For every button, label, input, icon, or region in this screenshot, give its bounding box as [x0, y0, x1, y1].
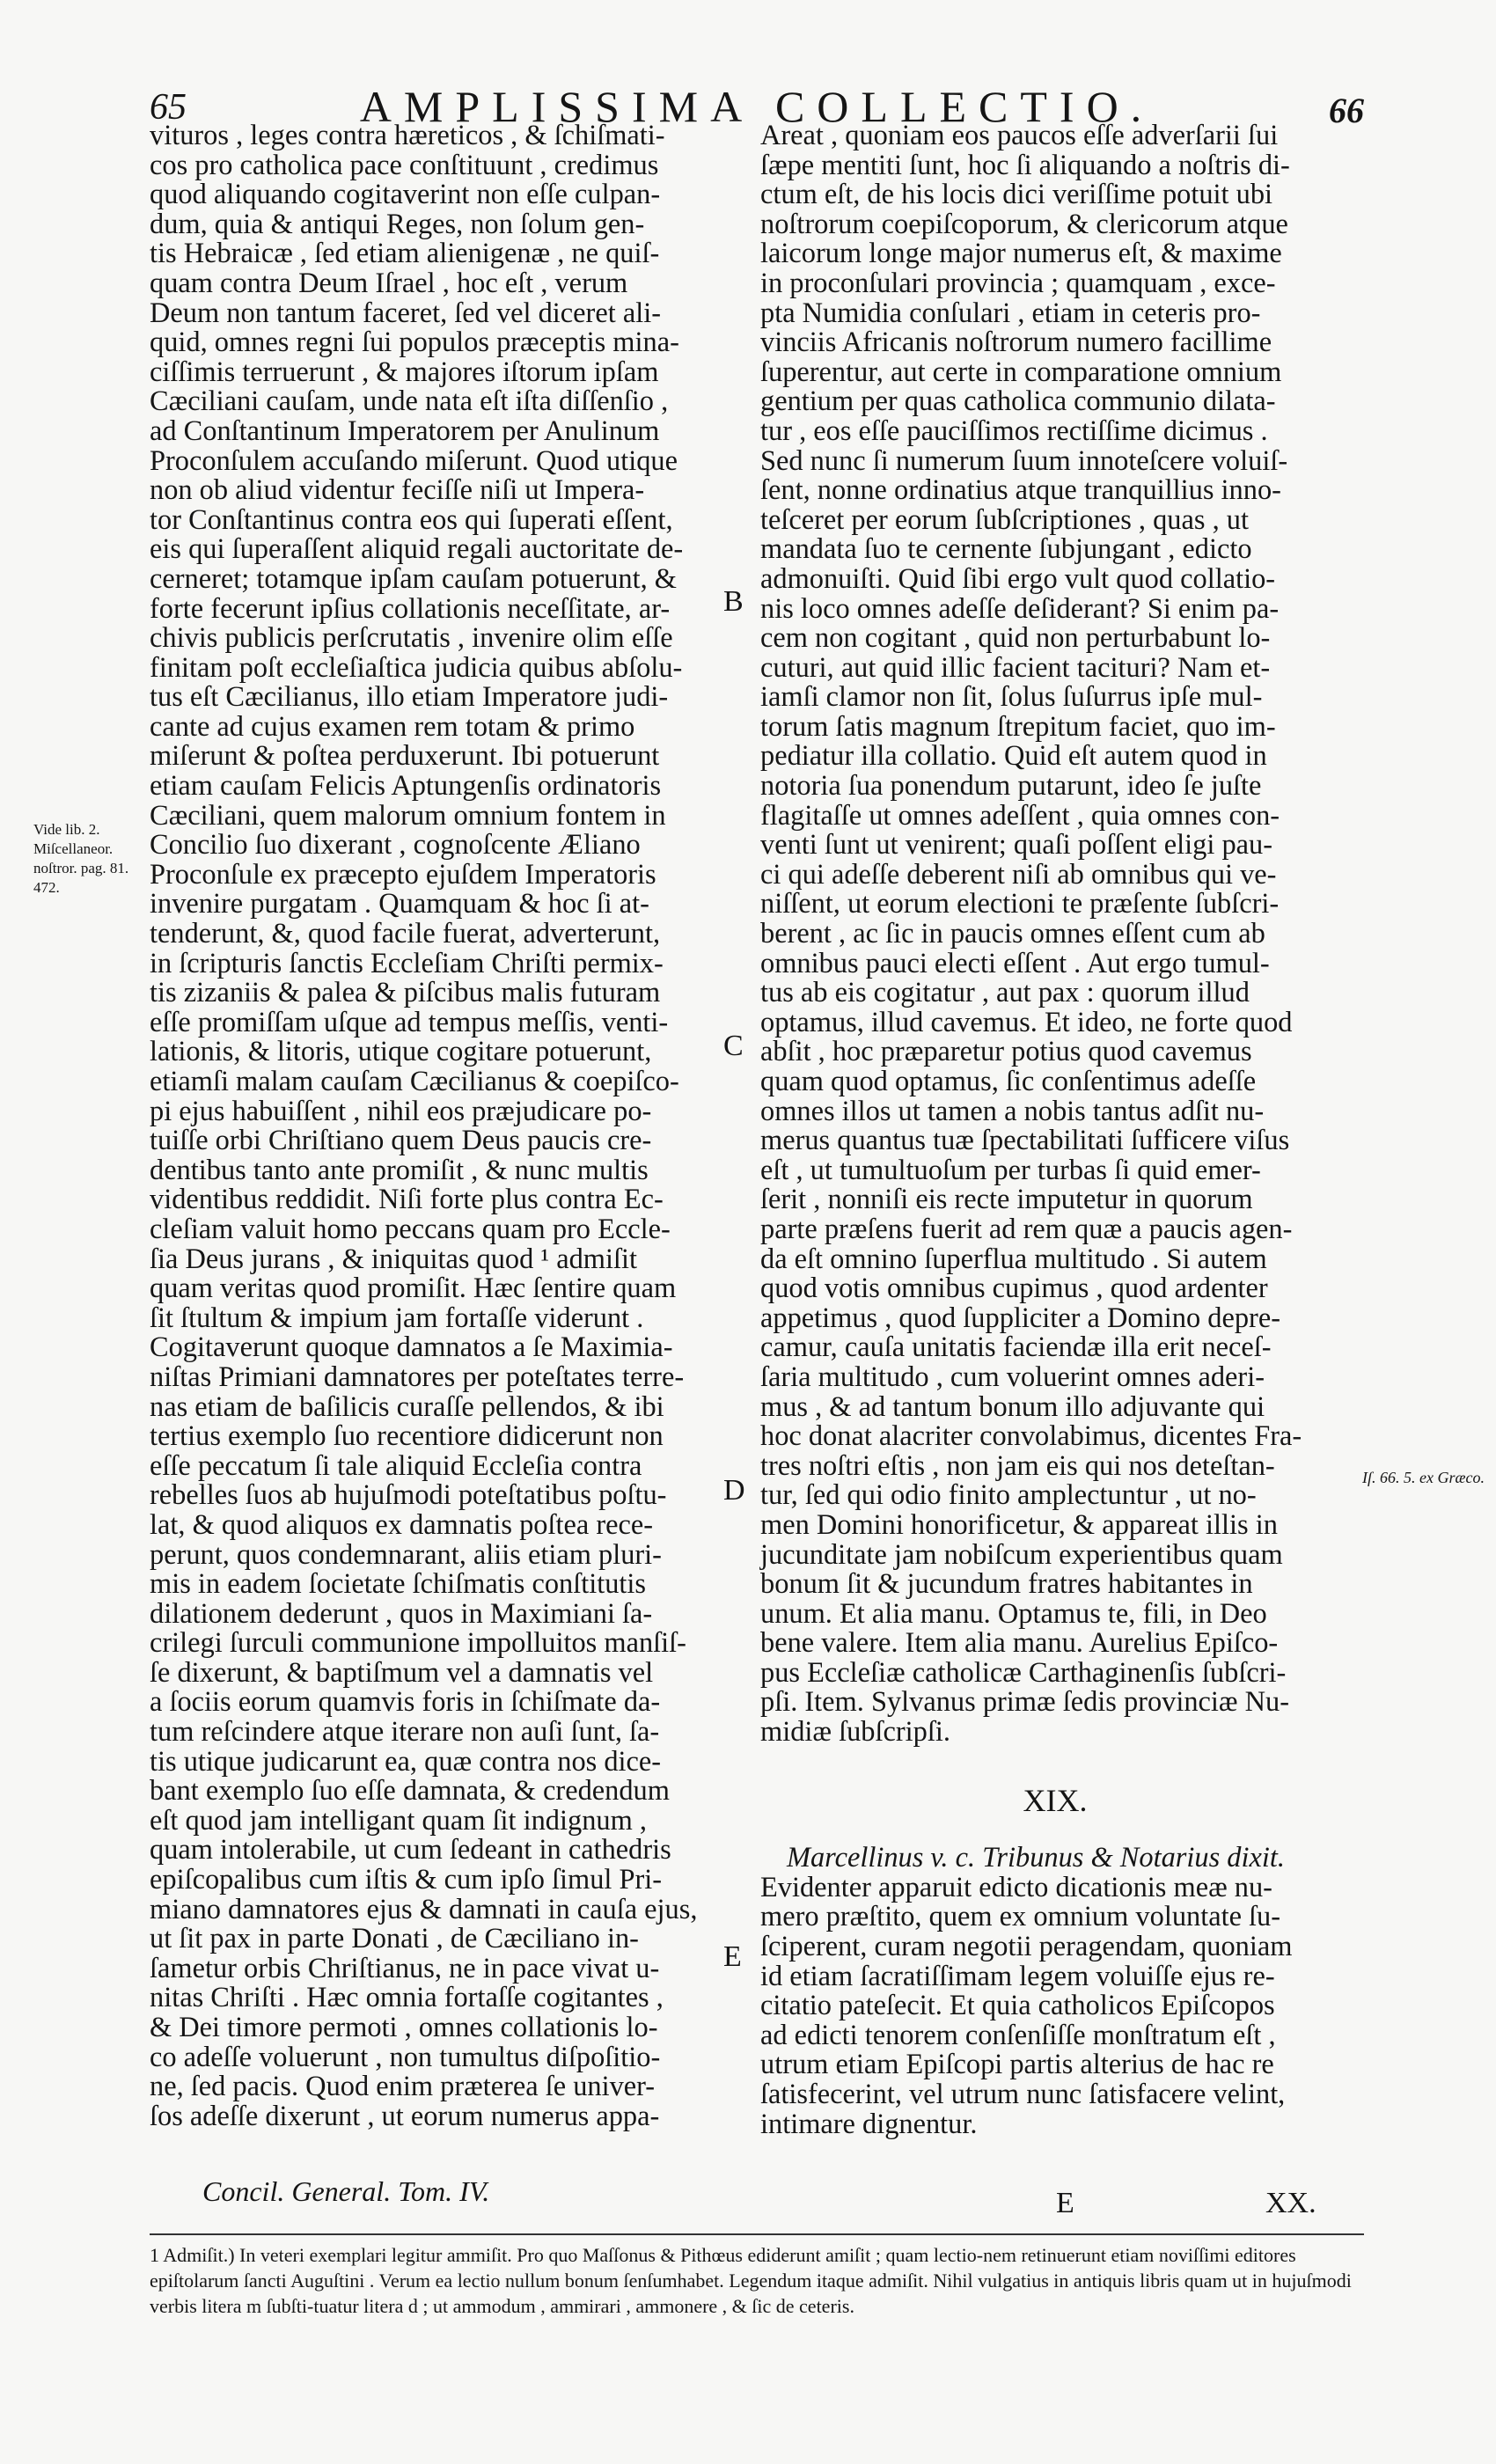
text-line: bene valere. Item alia manu. Aurelius Epiſco-: [760, 1627, 1279, 1660]
text-line: eſt , ut tumultuoſum per turbas ſi quid emer-: [760, 1154, 1261, 1186]
footnote-line: 1 Admiſit.) In veteri exemplari legitur ammiſit. Pro quo Maſſonus & Pithœus ediderunt amiſit ; quam lectio-: [150, 2244, 984, 2266]
text-line: miſerunt & poſtea perduxerunt. Ibi potuerunt: [150, 740, 660, 773]
text-line: ci qui adeſſe deberent niſi ab omnibus qui ve-: [760, 858, 1277, 891]
text-line: tis utique judicarunt ea, quæ contra nos dice-: [150, 1745, 662, 1778]
text-line: tuiſſe orbi Chriſtiano quem Deus paucis cre-: [150, 1125, 652, 1157]
right-column-text-continued: [760, 1871, 1350, 2140]
left-column: [150, 121, 720, 2131]
text-line: Sed nunc ſi numerum ſuum innoteſcere voluiſ-: [760, 444, 1288, 477]
text-line: pus Eccleſiæ catholicæ Carthaginenſis ſubſcri-: [760, 1656, 1287, 1689]
text-line: cem non cogitant , quid non perturbabunt lo-: [760, 622, 1271, 655]
speaker-line: Marcellinus v. c. Tribunus & Notarius dixit.: [787, 1842, 1285, 1874]
text-line: quam contra Deum Iſrael , hoc eſt , verum: [150, 267, 628, 299]
right-column-text: [760, 121, 1350, 1748]
text-line: perunt, quos condemnarant, aliis etiam pluri-: [150, 1538, 662, 1571]
text-line: ſerit , nonniſi eis recte imputetur in quorum: [760, 1184, 1253, 1216]
text-line: vinciis Africanis noſtrorum numero facillime: [760, 326, 1272, 359]
text-line: Areat , quoniam eos paucos eſſe adverſarii ſui: [760, 120, 1279, 151]
text-line: a ſociis eorum quamvis foris in ſchiſmate da-: [150, 1686, 661, 1719]
text-line: teſceret per eorum ſubſcriptiones , quas , ut: [760, 503, 1249, 536]
text-line: ſciperent, curam negotii peragendam, quoniam: [760, 1931, 1293, 1963]
text-line: lat, & quod aliquos ex damnatis poſtea rece-: [150, 1508, 654, 1541]
text-line: notoria ſua ponendum putarunt, ideo ſe juſte: [760, 770, 1262, 803]
text-line: tertius exemplo ſuo recentiore didicerunt non: [150, 1420, 664, 1453]
text-line: Proconſulem accuſando miſerunt. Quod utique: [150, 444, 678, 477]
text-line: finitam poſt eccleſiaſtica judicia quibus abſolu-: [150, 651, 683, 684]
text-line: jucunditate jam nobiſcum experientibus quam: [760, 1538, 1283, 1571]
text-line: optamus, illud cavemus. Et ideo, ne forte quod: [760, 1006, 1293, 1038]
text-line: pta Numidia conſulari , etiam in ceteris pro-: [760, 297, 1261, 329]
text-line: in proconſulari provincia ; quamquam , exce-: [760, 267, 1276, 299]
text-line: ſæpe mentiti ſunt, hoc ſi aliquando a noſtris di-: [760, 149, 1290, 181]
text-line: hoc donat alacriter convolabimus, dicentes Fra-: [760, 1420, 1302, 1453]
text-line: cante ad cujus examen rem totam & primo: [150, 710, 635, 743]
text-line: dum, quia & antiqui Reges, non ſolum gen-: [150, 208, 645, 240]
text-line: cos pro catholica pace conſtituunt , credimus: [150, 149, 659, 181]
signature-mark: E: [1056, 2187, 1074, 2219]
text-line: Cogitaverunt quoque damnatos a ſe Maximia-: [150, 1331, 673, 1364]
text-line: ut ſit pax in parte Donati , de Cæciliano in-: [150, 1923, 639, 1955]
text-line: tur , eos eſſe pauciſſimos rectiſſime dicimus .: [760, 414, 1268, 447]
text-line: quid, omnes regni ſui populos præceptis mina-: [150, 326, 679, 359]
text-line: mis in eadem ſocietate ſchiſmatis conſtitutis: [150, 1568, 647, 1601]
text-line: Deum non tantum faceret, ſed vel diceret ali-: [150, 297, 661, 329]
margin-letter-d: D: [723, 1474, 745, 1507]
text-line: Proconſule ex præcepto ejuſdem Imperatoris: [150, 858, 656, 891]
text-line: & Dei timore permoti , omnes collationis lo-: [150, 2012, 658, 2043]
text-line: mandata ſuo te cernente ſubjungant , edicto: [760, 533, 1252, 566]
text-line: quam veritas quod promiſit. Hæc ſentire quam: [150, 1272, 677, 1305]
text-line: ſent, nonne ordinatius atque tranquillius inno-: [760, 474, 1281, 507]
text-line: non ob aliud videntur feciſſe niſi ut Impera-: [150, 474, 645, 507]
text-line: mus , & ad tantum bonum illo adjuvante qui: [760, 1390, 1265, 1423]
text-line: vituros , leges contra hæreticos , & ſchiſmati-: [150, 120, 665, 151]
text-line: in ſcripturis ſanctis Eccleſiam Chriſti permix-: [150, 947, 664, 979]
text-line: tur, ſed qui odio finito amplectuntur , ut no-: [760, 1479, 1257, 1512]
text-line: cuturi, aut quid illic facient tacituri? Nam et-: [760, 651, 1271, 684]
text-line: camur, cauſa unitatis faciendæ illa erit neceſ-: [760, 1331, 1272, 1364]
volume-line: Concil. General. Tom. IV.: [202, 2175, 490, 2207]
text-line: quod votis omnibus cupimus , quod ardenter: [760, 1272, 1268, 1305]
margin-letter-e: E: [723, 1940, 742, 1973]
section-heading: XIX.: [1023, 1782, 1088, 1818]
text-line: tus ab eis cogitatur , aut pax : quorum illud: [760, 977, 1250, 1009]
text-line: etiam cauſam Felicis Aptungenſis ordinatoris: [150, 770, 662, 803]
footnote: [150, 2242, 1364, 2319]
text-line: Cæciliani cauſam, unde nata eſt iſta diſſenſio ,: [150, 385, 669, 418]
text-line: citatio pateſecit. Et quia catholicos Epiſcopos: [760, 1990, 1275, 2022]
text-line: cleſiam valuit homo peccans quam pro Eccle-: [150, 1213, 671, 1245]
text-line: appetimus , quod ſuppliciter a Domino depre-: [760, 1302, 1280, 1334]
text-line: tus eſt Cæcilianus, illo etiam Imperatore judi-: [150, 681, 669, 714]
text-line: forte fecerunt ipſius collationis neceſſitate, ar-: [150, 592, 671, 625]
page-number-left: 65: [150, 87, 187, 128]
text-line: ad edicti tenorem conſenſiſſe monſtratum eſt ,: [760, 2019, 1276, 2051]
text-line: utrum etiam Epiſcopi partis alterius de hac re: [760, 2049, 1274, 2081]
text-line: niſtas Primiani damnatores per poteſtates terre-: [150, 1360, 685, 1393]
text-line: eis qui ſuperaſſent aliquid regali auctoritate de-: [150, 533, 684, 566]
footnote-line: tuatur litera d ; ut ammodum , ammirari , ammonere , & ſic de ceteris.: [313, 2295, 854, 2317]
text-line: berent , ac ſic in paucis omnes eſſent cum ab: [760, 918, 1265, 950]
text-line: bonum ſit & jucundum fratres habitantes in: [760, 1568, 1253, 1601]
text-line: lationis, & litoris, utique cogitare potuerunt,: [150, 1036, 652, 1068]
text-line: pſi. Item. Sylvanus primæ ſedis provinciæ Nu-: [760, 1686, 1289, 1719]
text-line: ad Conſtantinum Imperatorem per Anulinum: [150, 414, 660, 447]
text-line: da eſt omnino ſuperflua multitudo . Si autem: [760, 1243, 1267, 1275]
text-line: torum ſatis magnum ſtrepitum faciet, quo im-: [760, 710, 1276, 743]
text-line: eſt quod jam intelligant quam ſit indignum ,: [150, 1804, 647, 1837]
catchword: XX.: [1265, 2187, 1316, 2219]
text-line: eſſe peccatum ſi tale aliquid Eccleſia contra: [150, 1449, 642, 1482]
text-line: men Domini honorificetur, & appareat illis in: [760, 1508, 1278, 1541]
text-line: Cæciliani, quem malorum omnium fontem in: [150, 799, 666, 832]
footnote-line: habet. Legendum itaque admiſit. Nihil vulgatius in antiquis libris quam ut in hujuſmodi verbis litera m ſubſti-: [150, 2270, 1352, 2317]
text-line: ſia Deus jurans , & iniquitas quod ¹ admiſit: [150, 1243, 637, 1275]
margin-note-right: Iſ. 66. 5. ex Græco.: [1362, 1469, 1485, 1486]
text-line: videntibus reddidit. Niſi forte plus contra Ec-: [150, 1184, 664, 1216]
text-line: unum. Et alia manu. Optamus te, fili, in Deo: [760, 1597, 1267, 1630]
text-line: venti ſunt ut venirent; quaſi poſſent eligi pau-: [760, 829, 1273, 862]
text-line: ſos adeſſe dixerunt , ut eorum numerus appa-: [150, 2100, 660, 2132]
text-line: niſſent, ut eorum electioni te præſente ſubſcri-: [760, 888, 1280, 920]
page-number-right: 66: [1329, 91, 1364, 130]
text-line: noſtrorum coepiſcoporum, & clericorum atque: [760, 208, 1288, 240]
text-line: quam quod optamus, ſic conſentimus adeſſe: [760, 1066, 1257, 1097]
text-line: tis zizaniis & palea & piſcibus malis futuram: [150, 977, 661, 1009]
margin-letter-b: B: [723, 585, 744, 618]
text-line: tor Conſtantinus contra eos qui ſuperati eſſent,: [150, 503, 673, 536]
text-line: iamſi clamor non ſit, ſolus ſuſurrus ipſe mul-: [760, 681, 1263, 714]
text-line: id etiam ſacratiſſimam legem voluiſſe ejus re-: [760, 1960, 1275, 1992]
margin-letter-c: C: [723, 1030, 744, 1062]
text-line: tum reſcindere atque iterare non auſi ſunt, ſa-: [150, 1716, 660, 1749]
text-line: quam intolerabile, ut cum ſedeant in cathedris: [150, 1834, 671, 1866]
text-line: flagitaſſe ut omnes adeſſent , quia omnes con-: [760, 799, 1280, 832]
text-line: quod aliquando cogitaverint non eſſe culpan-: [150, 179, 661, 211]
text-line: pediatur illa collatio. Quid eſt autem quod in: [760, 740, 1267, 773]
text-line: chivis publicis perſcrutatis , invenire olim eſſe: [150, 622, 673, 655]
text-line: pi ejus habuiſſent , nihil eos præjudicare po-: [150, 1095, 652, 1127]
right-column: [760, 121, 1350, 2139]
text-line: cerneret; totamque ipſam cauſam potuerunt, &: [150, 562, 678, 595]
text-line: tis Hebraicæ , ſed etiam alienigenæ , ne quiſ-: [150, 238, 660, 270]
margin-note-left: Vide lib. 2. Miſcellaneor. noſtror. pag. 81. 472.: [33, 821, 129, 896]
text-line: dentibus tanto ante promiſit , & nunc multis: [150, 1154, 649, 1186]
text-line: mero præſtito, quem ex omnium voluntate ſu-: [760, 1901, 1281, 1933]
text-line: ctum eſt, de his locis dici veriſſime potuit ubi: [760, 179, 1273, 211]
text-line: etiamſi malam cauſam Cæcilianus & coepiſco-: [150, 1066, 679, 1097]
text-line: ſatisfecerint, vel utrum nunc ſatisfacere velint,: [760, 2079, 1286, 2110]
text-line: ſit ſtultum & impium jam fortaſſe viderunt .: [150, 1302, 644, 1334]
text-line: ſe dixerunt, & baptiſmum vel a damnatis vel: [150, 1656, 654, 1689]
text-line: merus quantus tuæ ſpectabilitati ſufficere viſus: [760, 1125, 1290, 1157]
footnote-rule: [150, 2233, 1364, 2235]
text-line: laicorum longe major numerus eſt, & maxime: [760, 238, 1282, 270]
text-line: eſſe promiſſam uſque ad tempus meſſis, venti-: [150, 1006, 669, 1038]
text-line: nitas Chriſti . Hæc omnia fortaſſe cogitantes ,: [150, 1982, 664, 2014]
text-line: ſametur orbis Chriſtianus, ne in pace vivat u-: [150, 1952, 660, 1984]
text-line: rebelles ſuos ab hujuſmodi poteſtatibus poſtu-: [150, 1479, 667, 1512]
text-line: admonuiſti. Quid ſibi ergo vult quod collatio-: [760, 562, 1276, 595]
text-line: tenderunt, &, quod facile fuerat, adverterunt,: [150, 918, 661, 950]
text-line: co adeſſe voluerunt , non tumultus diſpoſitio-: [150, 2041, 661, 2073]
running-title: AMPLISSIMA COLLECTIO.: [359, 82, 1155, 131]
text-line: intimare dignentur.: [760, 2108, 978, 2140]
text-line: dilationem dederunt , quos in Maximiani ſa-: [150, 1597, 653, 1630]
footnote-line: nem retinuerunt etiam noviſſimi editores epiſtolarum ſancti Auguſtini . Verum ea lectio nullum bonum ſenſum: [150, 2244, 1296, 2292]
text-line: ne, ſed pacis. Quod enim præterea ſe univer-: [150, 2071, 656, 2103]
text-line: omnes illos ut tamen a nobis tantus adſit nu-: [760, 1095, 1265, 1127]
text-line: bant exemplo ſuo eſſe damnata, & credendum: [150, 1775, 670, 1808]
text-line: tres noſtri eſtis , non jam eis qui nos deteſtan-: [760, 1449, 1275, 1482]
text-line: ſuperentur, aut certe in comparatione omnium: [760, 356, 1282, 388]
text-line: parte præſens fuerit ad rem quæ a paucis agen-: [760, 1213, 1293, 1245]
text-line: crilegi ſurculi communione impolluitos manſiſ-: [150, 1627, 686, 1660]
text-line: omnibus pauci electi eſſent . Aut ergo tumul-: [760, 947, 1270, 979]
text-line: nis loco omnes adeſſe deſiderant? Si enim pa-: [760, 592, 1280, 625]
text-line: epiſcopalibus cum iſtis & cum ipſo ſimul Pri-: [150, 1864, 663, 1896]
text-line: Evidenter apparuit edicto dicationis meæ nu-: [760, 1871, 1272, 1903]
text-line: gentium per quas catholica communio dilata-: [760, 385, 1276, 418]
text-line: ſaria multitudo , cum voluerint omnes aderi-: [760, 1360, 1265, 1393]
text-line: midiæ ſubſcripſi.: [760, 1716, 950, 1749]
text-line: ciſſimis terruerunt , & majores iſtorum ipſam: [150, 356, 659, 388]
text-line: invenire purgatam . Quamquam & hoc ſi at-: [150, 888, 649, 920]
text-line: nas etiam de baſilicis curaſſe pellendos, & ibi: [150, 1390, 664, 1423]
text-line: abſit , hoc præparetur potius quod cavemus: [760, 1036, 1252, 1068]
text-line: miano damnatores ejus & damnati in cauſa ejus,: [150, 1893, 698, 1925]
text-line: Concilio ſuo dixerant , cognoſcente Æliano: [150, 829, 641, 862]
